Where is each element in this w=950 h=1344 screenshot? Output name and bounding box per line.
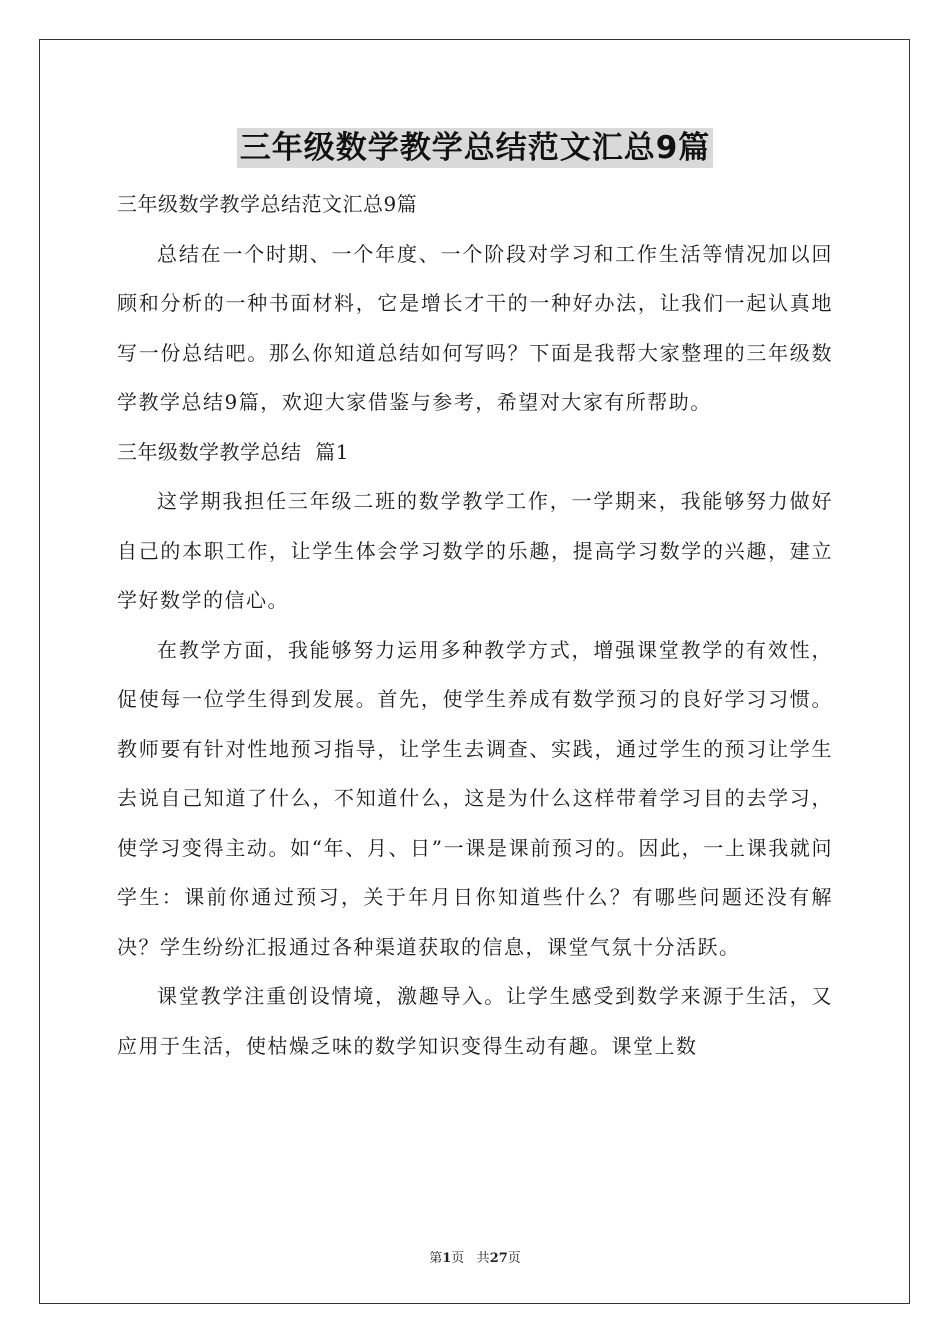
body-paragraph: 这学期我担任三年级二班的数学教学工作，一学期来，我能够努力做好自己的本职工作，让学生体会学习数学的乐趣，提高学习数学的兴趣，建立学好数学的信心。 bbox=[117, 489, 833, 612]
current-page-number: 1 bbox=[442, 1251, 452, 1266]
section-heading: 三年级数学教学总结 篇1 bbox=[117, 439, 349, 464]
footer-page-suffix: 页 bbox=[451, 1251, 465, 1266]
subtitle-heading: 三年级数学教学总结范文汇总9篇 bbox=[117, 192, 418, 216]
page-footer bbox=[0, 1247, 950, 1266]
body-paragraph: 课堂教学注重创设情境，激趣导入。让学生感受到数学来源于生活，又应用于生活，使枯燥乏味的数学知识变得生动有趣。课堂上数 bbox=[117, 984, 833, 1058]
document-body bbox=[117, 180, 833, 1071]
body-paragraph: 在教学方面，我能够努力运用多种教学方式，增强课堂教学的有效性，促使每一位学生得到发展。首先，使学生养成有数学预习的良好学习习惯。教师要有针对性地预习指导，让学生去调查、实践，通过学生的预习让学生去说自己知道了什么，不知道什么，这是为什么这样带着学习目的去学习，使学习变得主动。如“年、月、日”一课是课前预习的。因此，一上课我就问学生：课前你通过预习，关于年月日你知道些什么？有哪些问题还没有解决？学生纷纷汇报通过各种渠道获取的信息，课堂气氛十分活跃。 bbox=[117, 637, 833, 959]
footer-total-prefix: 共 bbox=[476, 1251, 490, 1266]
intro-paragraph: 总结在一个时期、一个年度、一个阶段对学习和工作生活等情况加以回顾和分析的一种书面材料，它是增长才干的一种好办法，让我们一起认真地写一份总结吧。那么你知道总结如何写吗？下面是我帮大家整理的三年级数学教学总结9篇，欢迎大家借鉴与参考，希望对大家有所帮助。 bbox=[117, 241, 833, 414]
footer-prefix: 第 bbox=[429, 1251, 443, 1266]
title-area bbox=[0, 128, 950, 168]
footer-total-suffix: 页 bbox=[507, 1251, 521, 1266]
total-pages-number: 27 bbox=[489, 1251, 508, 1266]
document-title: 三年级数学教学总结范文汇总9篇 bbox=[237, 128, 714, 168]
